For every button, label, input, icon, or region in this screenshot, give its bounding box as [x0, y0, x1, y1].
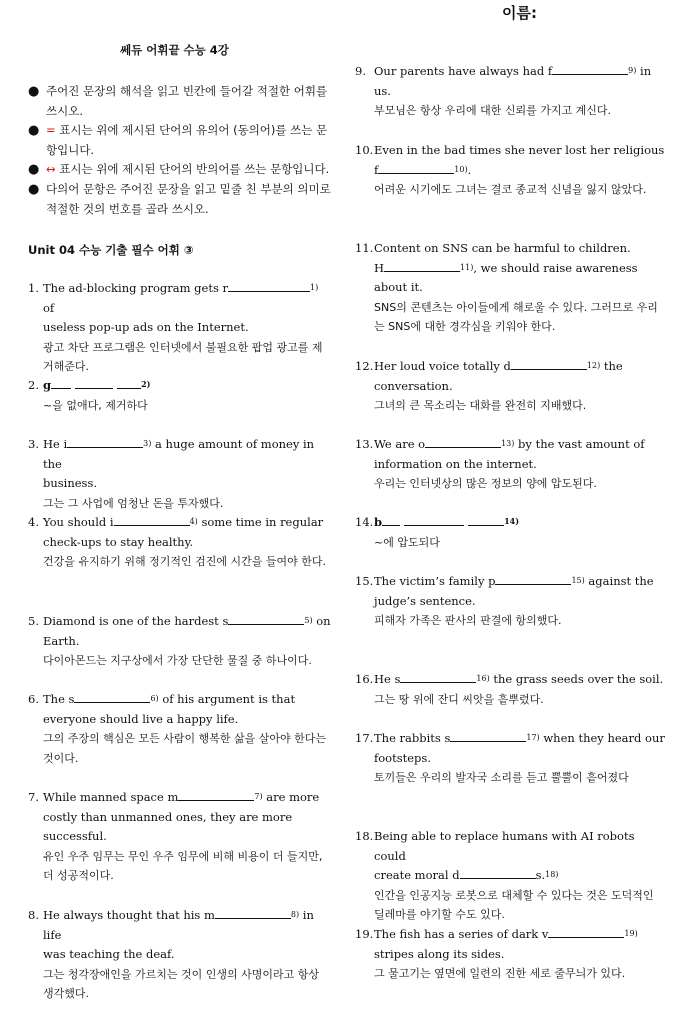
question-3: 3. He i $^{3)}$ a huge amount of money in the business. 그는 그 사업에 엄청난 돈을 투자했다.: [28, 437, 315, 510]
answer-blank-18[interactable]: [460, 867, 536, 879]
answer-blank-12[interactable]: [511, 358, 587, 370]
answer-blank-3[interactable]: [67, 436, 143, 448]
answer-blank-14a[interactable]: [382, 514, 400, 526]
antonym-symbol: ↔: [46, 162, 56, 176]
bullet-icon: ●: [28, 123, 40, 138]
answer-blank-14c[interactable]: [468, 514, 504, 526]
question-17: 17. The rabbits s $^{17)}$ when they heard our footsteps. 토끼들은 우리의 발자국 소리를 듣고 뿔뿔이 흩어졌다: [355, 731, 665, 784]
question-9: 9. Our parents have always had f $^{9)}$ in us. 부모님은 항상 우리에 대한 신뢰를 가지고 계신다.: [355, 64, 652, 117]
question-19: 19. The fish has a series of dark v $^{19)}$ stripes along its sides. 그 물고기는 옆면에 일련의 진한 세로 줄무늬가 있다.: [355, 927, 638, 980]
answer-blank-7[interactable]: [178, 789, 254, 801]
question-11: 11. Content on SNS can be harmful to children. H $^{11)}$, we should raise awareness about it. SNS의 콘텐츠는 아이들에게 해로울 수 있다. 그러므로 우리는 SNS에 대한 경각심을 키워야 한다.: [355, 241, 658, 333]
answer-blank-17[interactable]: [450, 730, 526, 742]
question-1: 1. The ad-blocking program gets r $^{1)}$ of useless pop-up ads on the Internet. 광고 차단 프로그램은 인터넷에서 불필요한 팝업 광고를 제거해준다.: [28, 281, 323, 373]
answer-blank-2a[interactable]: [51, 377, 71, 389]
answer-blank-5[interactable]: [228, 613, 304, 625]
answer-blank-2b[interactable]: [75, 377, 113, 389]
answer-blank-11[interactable]: [384, 260, 460, 272]
answer-blank-10[interactable]: [378, 162, 454, 174]
question-15: 15. The victim’s family p $^{15)}$ against the judge’s sentence. 피해자 가족은 판사의 판결에 항의했다.: [355, 574, 654, 627]
name-label: 이름:: [502, 4, 537, 22]
question-14: 14. b $^{14)}$ ~에 압도되다: [355, 515, 519, 549]
instruction-3: ● ↔ 표시는 위에 제시된 단어의 반의어를 쓰는 문항입니다.: [28, 160, 333, 180]
answer-blank-6[interactable]: [74, 691, 150, 703]
instruction-4: ● 다의어 문항은 주어진 문장을 읽고 밑줄 친 부분의 의미로 적절한 것의 번호를 골라 쓰시오.: [28, 182, 331, 216]
answer-blank-13[interactable]: [425, 436, 501, 448]
answer-blank-2c[interactable]: [117, 377, 141, 389]
bullet-icon: ●: [28, 182, 40, 197]
unit-heading: Unit 04 수능 기출 필수 어휘 ③: [28, 243, 194, 257]
answer-blank-1[interactable]: [228, 280, 310, 292]
question-18: 18. Being able to replace humans with AI robots could create moral d s.$^{18)}$ 인간을 인공지능 로봇으로 대체할 수 있다는 것은 도덕적인 딜레마를 야기할 수도 있다.: [355, 829, 654, 921]
answer-blank-14b[interactable]: [404, 514, 464, 526]
instruction-2: ● = 표시는 위에 제시된 단어의 유의어 (동의어)를 쓰는 문항입니다.: [28, 123, 328, 157]
bullet-icon: ●: [28, 84, 40, 99]
page-title: 쎄듀 어휘끝 수능 4강: [120, 43, 229, 57]
question-16: 16. He s $^{16)}$ the grass seeds over the soil. 그는 땅 위에 잔디 씨앗을 흩뿌렸다.: [355, 672, 664, 706]
question-10: 10. Even in the bad times she never lost her religious f $^{10)}$. 어려운 시기에도 그녀는 결코 종교적 신념을 잃지 않았다.: [355, 143, 665, 196]
answer-blank-9[interactable]: [552, 63, 628, 75]
question-4: 4. You should i $^{4)}$ some time in regular check-ups to stay healthy. 건강을 유지하기 위해 정기적인 검진에 시간을 들여야 한다.: [28, 515, 326, 568]
answer-blank-15[interactable]: [495, 573, 571, 585]
answer-blank-19[interactable]: [548, 926, 624, 938]
question-7: 7. While manned space m $^{7)}$ are more costly than unmanned ones, they are more successful. 유인 우주 임무는 무인 우주 임무에 비해 비용이 더 들지만, 더 성공적이다.: [28, 790, 323, 882]
question-8: 8. He always thought that his m $^{8)}$ in life was teaching the deaf. 그는 청각장애인을 가르치는 것이 인생의 사명이라고 항상 생각했다.: [28, 908, 320, 1000]
question-2: 2. g $^{2)}$ ~을 없애다, 제거하다: [28, 378, 151, 412]
answer-blank-4[interactable]: [114, 514, 190, 526]
answer-blank-16[interactable]: [400, 671, 476, 683]
synonym-symbol: =: [46, 123, 56, 137]
answer-blank-8[interactable]: [215, 907, 291, 919]
instruction-1: ● 주어진 문장의 해석을 읽고 빈칸에 들어갈 적절한 어휘를 쓰시오.: [28, 84, 328, 118]
question-6: 6. The s $^{6)}$ of his argument is that everyone should live a happy life. 그의 주장의 핵심은 모든 사람이 행복한 삶을 살아야 한다는 것이다.: [28, 692, 326, 765]
question-12: 12. Her loud voice totally d $^{12)}$ the conversation. 그녀의 큰 목소리는 대화를 완전히 지배했다.: [355, 359, 623, 412]
question-13: 13. We are o $^{13)}$ by the vast amount of information on the internet. 우리는 인터넷상의 많은 정보의 양에 압도된다.: [355, 437, 645, 490]
bullet-icon: ●: [28, 162, 40, 177]
question-5: 5. Diamond is one of the hardest s $^{5)}$ on Earth. 다이아몬드는 지구상에서 가장 단단한 물질 중 하나이다.: [28, 614, 331, 667]
